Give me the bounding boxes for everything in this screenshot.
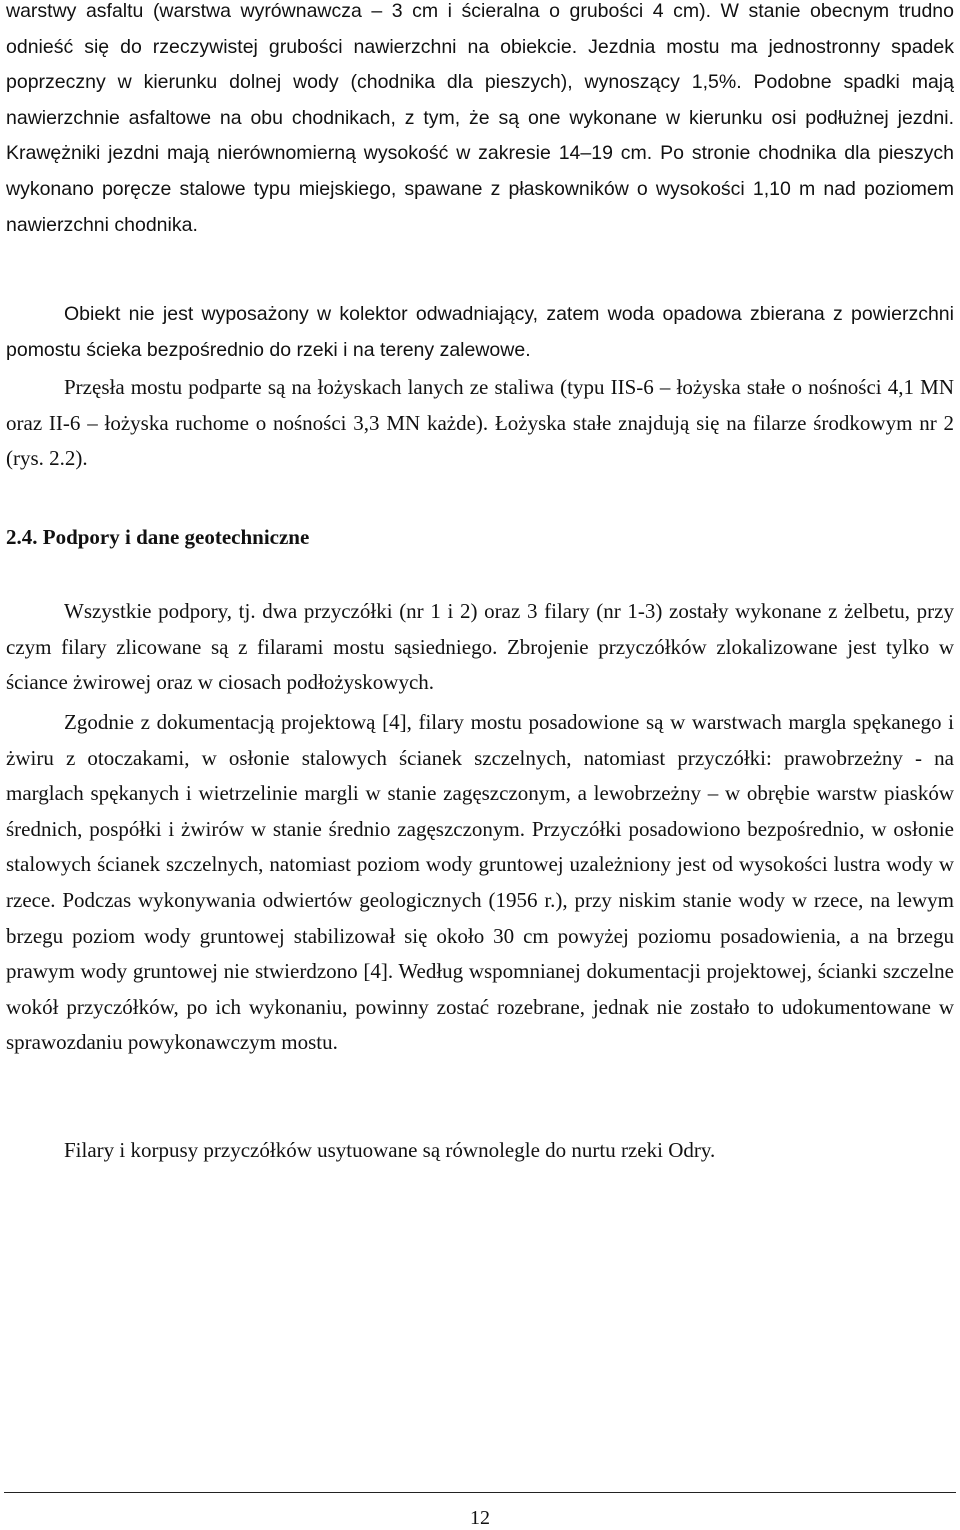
paragraph-orientation: Filary i korpusy przyczółków usytuowane są równolegle do nurtu rzeki Odry.: [64, 1138, 716, 1162]
paragraph-supports: Wszystkie podpory, tj. dwa przyczółki (nr 1 i 2) oraz 3 filary (nr 1-3) zostały wykonane z żelbetu, przy czym filary zlicowane są z filarami mostu sąsiedniego. Zbrojenie przyczółków zlokalizowane jest tylko w ściance żwirowej oraz w ciosach podłożyskowych.: [6, 599, 954, 695]
paragraph-foundations: Zgodnie z dokumentacją projektową [4], filary mostu posadowione są w warstwach margla spękanego i żwiru z otoczakami, w osłonie stalowych ścianek szczelnych, natomiast przyczółki: prawobrzeżny - na marglach spękanych i wietrzelinie margli w stanie zagęszczonym, a lewobrzeżny – w obrębie warstw piasków średnich, pospółki i żwirów w stanie średnio zagęszczonym. Przyczółki posadowiono bezpośrednio, w osłonie stalowych ścianek szczelnych, natomiast poziom wody gruntowej uzależniony jest od wysokości lustra wody w rzece. Podczas wykonywania odwiertów geologicznych (1956 r.), przy niskim stanie wody w rzece, na lewym brzegu poziom wody gruntowej stabilizował się około 30 cm powyżej poziomu posadowienia, a na brzegu prawym wody gruntowej nie stwierdzono [4]. Według wspomnianej dokumentacji projektowej, ścianki szczelne wokół przyczółków, po ich wykonaniu, powinny zostać rozebrane, jednak nie zostało to udokumentowane w sprawozdaniu powykonawczym mostu.: [6, 710, 954, 1055]
paragraph-drainage: Obiekt nie jest wyposażony w kolektor odwadniający, zatem woda opadowa zbierana z powierzchni pomostu ścieka bezpośrednio do rzeki i na tereny zalewowe.: [6, 303, 954, 361]
paragraph-bearings: Przęsła mostu podparte są na łożyskach lanych ze staliwa (typu IIS-6 – łożyska stałe o nośności 4,1 MN oraz II-6 – łożyska ruchome o nośności 3,3 MN każde). Łożyska stałe znajdują się na filarze środkowym nr 2 (rys. 2.2).: [6, 375, 954, 471]
footer-divider: [4, 1492, 956, 1493]
page-number: 12: [470, 1507, 490, 1529]
paragraph-road-surface: warstwy asfaltu (warstwa wyrównawcza – 3 cm i ścieralna o grubości 4 cm). W stanie obecnym trudno odnieść się do rzeczywistej grubości nawierzchni na obiekcie. Jezdnia mostu ma jednostronny spadek poprzeczny w kierunku dolnej wody (chodnika dla pieszych), wynoszący 1,5%. Podobne spadki mają nawierzchnie asfaltowe na obu chodnikach, z tym, że są one wykonane w kierunku osi podłużnej jezdni. Krawężniki jezdni mają nierównomierną wysokość w zakresie 14–19 cm. Po stronie chodnika dla pieszych wykonano poręcze stalowe typu miejskiego, spawane z płaskowników o wysokości 1,10 m nad poziomem nawierzchni chodnika.: [6, 0, 954, 236]
section-heading: 2.4. Podpory i dane geotechniczne: [6, 525, 310, 549]
